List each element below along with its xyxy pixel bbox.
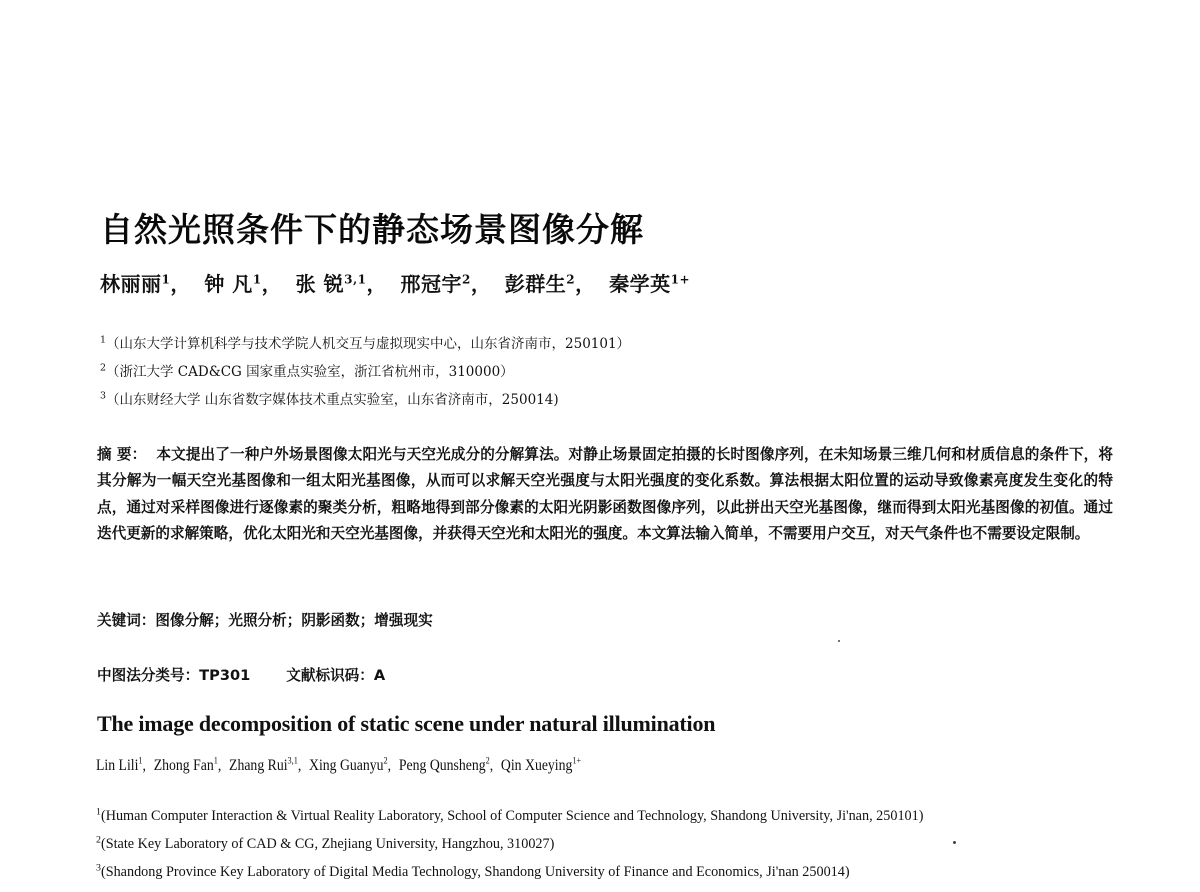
author-cn: 彭群生$^2$， bbox=[504, 272, 596, 296]
author-en: Xing Guanyu$^2$, bbox=[309, 755, 392, 774]
paper-title-cn: 自然光照条件下的静态场景图像分解 bbox=[100, 210, 644, 249]
doc-code-value: A bbox=[373, 667, 386, 684]
author-cn: 张 锐$^{3,1}$， bbox=[295, 272, 387, 296]
classification-line bbox=[97, 664, 385, 685]
author-list-en bbox=[96, 757, 585, 775]
author-en: Zhang Rui$^{3,1}$, bbox=[229, 755, 302, 774]
scan-speck bbox=[953, 841, 956, 844]
author-en: Qin Xueying$^{1+}$ bbox=[500, 755, 582, 774]
abstract-cn bbox=[97, 442, 1113, 548]
affiliation-en: $^2$(State Key Laboratory of CAD & CG, Zhejiang University, Hangzhou, 310027) bbox=[96, 834, 555, 852]
abstract-text: 本文提出了一种户外场景图像太阳光与天空光成分的分解算法。对静止场景固定拍摄的长时图像序列，在未知场景三维几何和材质信息的条件下，将其分解为一幅天空光基图像和一组太阳光基图像，从而可以求解天空光强度与太阳光强度的变化系数。算法根据太阳位置的运动导致像素亮度发生变化的特点，通过对采样图像进行逐像素的聚类分析，粗略地得到部分像素的太阳光阴影函数图像序列，以此拼出天空光基图像，继而得到太阳光基图像的初值。通过迭代更新的求解策略，优化太阳光和天空光基图像，并获得天空光和太阳光的强度。本文算法输入简单，不需要用户交互，对天气条件也不需要设定限制。 bbox=[97, 446, 1113, 543]
author-cn: 邢冠宇$^2$， bbox=[400, 272, 492, 296]
keywords-text: 图像分解；光照分析；阴影函数；增强现实 bbox=[155, 612, 433, 629]
author-cn: 林丽丽$^1$， bbox=[100, 272, 191, 296]
author-en: Lin Lili$^1$, bbox=[96, 755, 146, 774]
affiliation-cn: $^1$（山东大学计算机科学与技术学院人机交互与虚拟现实中心，山东省济南市，250101） bbox=[100, 334, 631, 352]
affiliation-cn: $^3$（山东财经大学 山东省数字媒体技术重点实验室，山东省济南市，250014) bbox=[100, 390, 559, 408]
author-cn: 秦学英$^{1+}$ bbox=[609, 272, 691, 296]
affiliation-cn: $^2$（浙江大学 CAD&CG 国家重点实验室，浙江省杭州市，310000） bbox=[100, 362, 514, 380]
author-en: Zhong Fan$^1$, bbox=[153, 755, 222, 774]
author-cn: 钟 凡$^1$， bbox=[204, 272, 283, 296]
abstract-label: 摘 要： bbox=[97, 446, 147, 463]
affiliation-en: $^1$(Human Computer Interaction & Virtual Reality Laboratory, School of Computer Science and Technology, Shandong University, Ji'nan, 250101) bbox=[96, 806, 924, 824]
doc-code-label: 文献标识码： bbox=[286, 667, 374, 684]
scan-speck bbox=[838, 640, 840, 642]
author-en: Peng Qunsheng$^2$, bbox=[398, 755, 494, 774]
keywords-label: 关键词： bbox=[97, 612, 156, 629]
clc-label: 中图法分类号： bbox=[97, 667, 200, 684]
author-list-cn bbox=[100, 268, 696, 297]
paper-title-en: The image decomposition of static scene under natural illumination bbox=[97, 711, 716, 736]
clc-value: TP301 bbox=[199, 667, 251, 684]
affiliation-en: $^3$(Shandong Province Key Laboratory of Digital Media Technology, Shandong University of Finance and Economics, Ji'nan 250014) bbox=[96, 862, 850, 880]
keywords-cn bbox=[97, 609, 433, 630]
